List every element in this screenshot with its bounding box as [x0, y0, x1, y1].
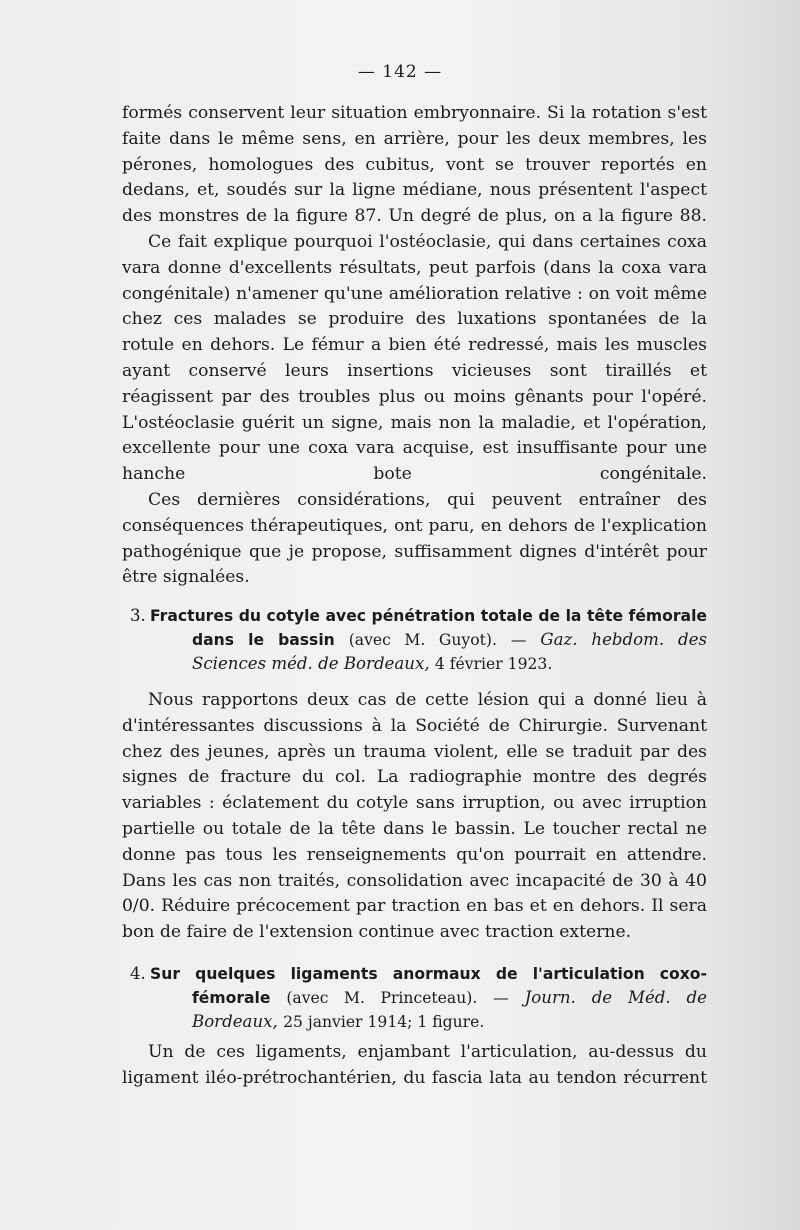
page-number: — 142 — [357, 62, 443, 82]
paragraph-ligaments: Un de ces ligaments, enjambant l'articulation, au-dessus du ligament iléo-prétrochantérien, du fascia lata au tendon récurrent [122, 1042, 707, 1088]
paragraph-embryonic-position: formés conservent leur situation embryonnaire. Si la rotation s'est faite dans le même sens, en arrière, pour les deux membres, les pérones, homologues des cubitus, vont se trouver reportés en dedans, et, soudés sur la ligne médiane, nous présentent l'aspect des monstres de la figure 87. Un degré de plus, on a la figure 88. [122, 103, 707, 227]
entry-body [150, 604, 707, 676]
entry-coauthor: (avec M. Guyot). [348, 631, 497, 649]
bibliography-entry-4 [130, 962, 707, 1034]
entry-body [150, 962, 707, 1034]
entry-dash: — [493, 989, 509, 1007]
entry-number: 4. [130, 964, 146, 983]
paragraph-osteoclasie: Ce fait explique pourquoi l'ostéoclasie, qui dans certaines coxa vara donne d'excellents résultats, peut parfois (dans la coxa vara congénitale) n'amener qu'une amélioration relative : on voit même chez ces malades se produire des luxations spontanées de la rotule en dehors. Le fémur a bien été redressé, mais les muscles ayant conservé leurs insertions vicieuses sont tiraillés et réagissent par des troubles plus ou moins gênants pour l'opéré. L'ostéoclasie guérit un signe, mais non la maladie, et l'opération, excellente pour une coxa vara acquise, est insuffisante pour une hanche bote congénitale. [122, 232, 707, 485]
entry-journal: Journ. de Méd. de Bordeaux, [192, 988, 707, 1031]
entry-title: Fractures du cotyle avec pénétration totale de la tête fémorale dans le bassin [150, 607, 707, 649]
entry-dash: — [510, 631, 527, 649]
entry-number: 3. [130, 606, 146, 625]
entry-journal: Gaz. hebdom. des Sciences méd. de Bordeaux, [192, 630, 708, 673]
paragraph-fractures-cotyle: Nous rapportons deux cas de cette lésion qui a donné lieu à d'intéressantes discussions à la Société de Chirurgie. Survenant chez des jeunes, après un trauma violent, elle se traduit par des signes de fracture du col. La radiographie montre des degrés variables : éclatement du cotyle sans irruption, ou avec irruption partielle ou totale de la tête dans le bassin. Le toucher rectal ne donne pas tous les renseignements qu'on pourrait en attendre. Dans les cas non traités, consolidation avec incapacité de 30 à 40 0/0. Réduire précocement par traction en bas et en dehors. Il sera bon de faire de l'extension continue avec traction externe. [122, 690, 707, 943]
paragraph-considerations: Ces dernières considérations, qui peuvent entraîner des conséquences thérapeutiques, ont paru, en dehors de l'explication pathogénique que je propose, suffisamment dignes d'intérêt pour être signalées. [122, 490, 707, 588]
bibliography-entry-3 [130, 604, 707, 676]
entry-date: 25 janvier 1914; 1 figure. [283, 1013, 485, 1031]
entry-title: Sur quelques ligaments anormaux de l'articulation coxo-fémorale [150, 965, 707, 1007]
entry-date: 4 février 1923. [434, 655, 553, 673]
entry-coauthor: (avec M. Princeteau). [286, 989, 478, 1007]
